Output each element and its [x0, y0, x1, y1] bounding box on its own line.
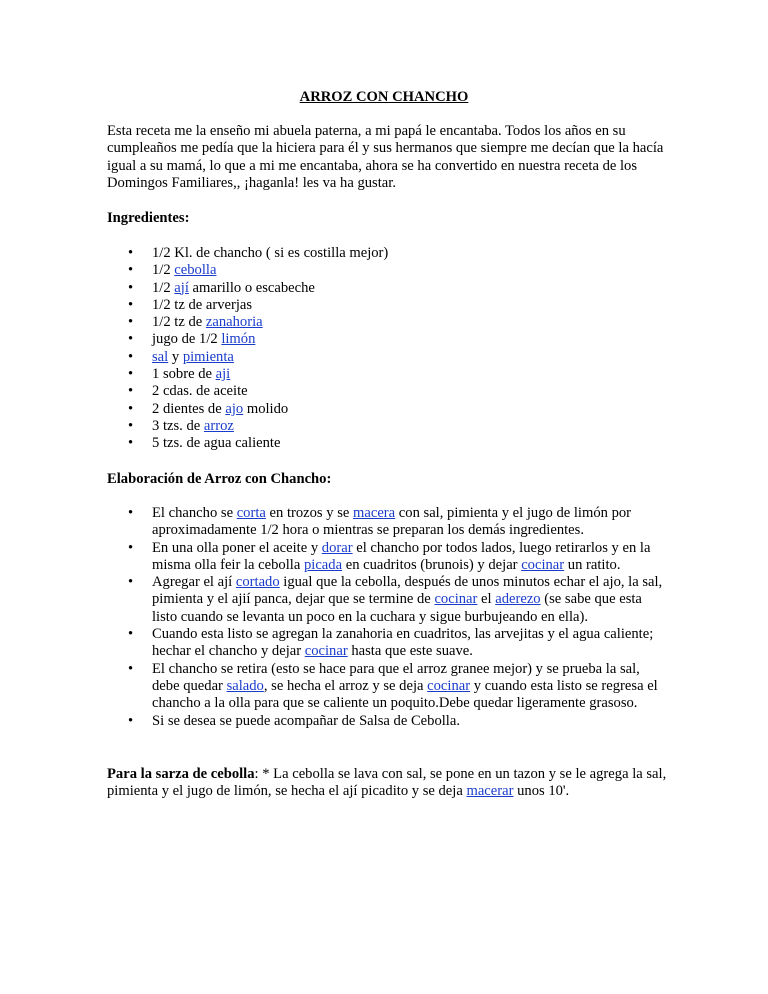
page-title: ARROZ CON CHANCHO	[299, 89, 469, 105]
link-dorar[interactable]: dorar	[321, 539, 353, 556]
link-aji-2[interactable]: aji	[215, 366, 231, 383]
link-cocinar[interactable]: cocinar	[521, 556, 565, 573]
step-text: hasta que este suave.	[347, 643, 473, 660]
step-text: Cuando esta listo se agregan la zanahoria en cuadritos, las arvejitas y el agua caliente; hechar el chancho y dejar	[152, 626, 654, 660]
step-item	[107, 505, 667, 540]
item-text: 1/2 tz de arverjas	[152, 296, 253, 313]
link-aderezo[interactable]: aderezo	[495, 591, 541, 608]
item-text: 2 dientes de	[152, 400, 226, 417]
step-item	[107, 713, 667, 730]
link-sal[interactable]: sal	[152, 348, 169, 365]
link-macerar[interactable]: macerar	[466, 783, 514, 800]
step-text: igual que la cebolla, después de unos minutos echar el ajo, la sal, pimienta y el ajií panca, dejar que se termine de	[152, 574, 663, 608]
item-text: 3 tzs. de	[152, 417, 204, 434]
link-cortado[interactable]: cortado	[235, 574, 280, 591]
intro-paragraph: Esta receta me la enseño mi abuela paterna, a mi papá le encantaba. Todos los años en su cumpleaños me pedía que la hiciera para él y sus hermanos que siempre me decían que la hacía igual a su mamá, lo que a mi me encantaba, ahora se ha convertido en nuestra receta de los Domingos Familiares,, ¡haganla! les va ha gustar.	[107, 123, 664, 191]
step-text: (se sabe que esta listo cuando se levanta un poco en la cuchara y sigue burbujeando en ella).	[152, 591, 642, 625]
step-text: el chancho por todos lados, luego retirarlos y en la misma olla feir la cebolla	[152, 539, 651, 573]
sarza-text-end: unos 10'.	[513, 783, 570, 800]
step-text: un ratito.	[564, 556, 621, 573]
list-item	[107, 280, 667, 297]
step-text: Agregar el ají	[152, 574, 236, 591]
link-ajo[interactable]: ajo	[225, 400, 244, 417]
link-macera[interactable]: macera	[353, 505, 396, 521]
item-text: jugo de 1/2	[152, 331, 222, 348]
link-picada[interactable]: picada	[303, 556, 343, 573]
step-item	[107, 540, 667, 575]
ingredients-list	[107, 245, 667, 453]
step-text: el	[477, 591, 496, 608]
item-text: 2 cdas. de aceite	[152, 383, 248, 400]
item-text: 1/2	[152, 262, 175, 279]
list-item	[107, 349, 667, 366]
step-text: con sal, pimienta y el jugo de limón por aproximadamente 1/2 hora o mientras se preparan los demás ingredientes.	[152, 505, 632, 539]
list-item	[107, 262, 667, 279]
list-item	[107, 245, 667, 262]
item-text: 5 tzs. de agua caliente	[152, 435, 281, 452]
link-salado[interactable]: salado	[226, 677, 264, 694]
item-text: 1 sobre de	[152, 366, 216, 383]
link-limon[interactable]: limón	[221, 331, 256, 348]
elaboration-heading: Elaboración de Arroz con Chancho:	[107, 471, 332, 487]
link-pimienta[interactable]: pimienta	[182, 348, 234, 365]
step-text: , se hecha el arroz y se deja	[263, 677, 428, 694]
link-aji[interactable]: ají	[174, 279, 189, 296]
list-item	[107, 314, 667, 331]
list-item	[107, 331, 667, 348]
ingredients-heading: Ingredientes:	[107, 210, 190, 226]
list-item	[107, 366, 667, 383]
step-text: Si se desea se puede acompañar de Salsa de Cebolla.	[152, 712, 460, 729]
step-text: y cuando esta listo se regresa el chancho a la olla para que se caliente un poquito.Debe quedar ligeramente grasoso.	[152, 677, 658, 712]
link-cebolla[interactable]: cebolla	[174, 262, 217, 279]
item-text: molido	[243, 400, 289, 417]
list-item	[107, 418, 667, 435]
item-text: amarillo o escabeche	[188, 279, 315, 296]
item-text: 1/2 Kl. de chancho ( si es costilla mejor)	[152, 245, 389, 261]
sarza-paragraph	[107, 766, 667, 801]
step-item	[107, 661, 667, 713]
list-item	[107, 383, 667, 400]
sarza-label: Para la sarza de cebolla	[107, 766, 255, 782]
step-text: En una olla poner el aceite y	[152, 539, 322, 556]
link-cocinar[interactable]: cocinar	[427, 677, 471, 694]
list-item	[107, 435, 667, 452]
link-zanahoria[interactable]: zanahoria	[205, 314, 263, 331]
step-item	[107, 574, 667, 626]
list-item	[107, 297, 667, 314]
link-arroz[interactable]: arroz	[203, 417, 234, 434]
step-text: El chancho se retira (esto se hace para que el arroz granee mejor) y se prueba la sal, debe quedar	[152, 660, 640, 694]
sarza-text: : * La cebolla se lava con sal, se pone en un tazon y se le agrega la sal, pimienta y el jugo de limón, se hecha el ají picadito y se deja	[107, 766, 667, 800]
step-text: en cuadritos (brunois) y dejar	[342, 556, 522, 573]
item-text: 1/2 tz de	[152, 314, 206, 331]
step-item	[107, 626, 667, 661]
link-cocinar[interactable]: cocinar	[434, 591, 478, 608]
item-text: 1/2	[152, 279, 175, 296]
list-item	[107, 401, 667, 418]
link-cocinar[interactable]: cocinar	[304, 643, 348, 660]
step-text: en trozos y se	[265, 505, 354, 521]
item-text: y	[168, 348, 183, 365]
step-text: El chancho se	[152, 505, 237, 521]
link-corta[interactable]: corta	[236, 505, 266, 521]
elaboration-steps	[107, 505, 667, 730]
